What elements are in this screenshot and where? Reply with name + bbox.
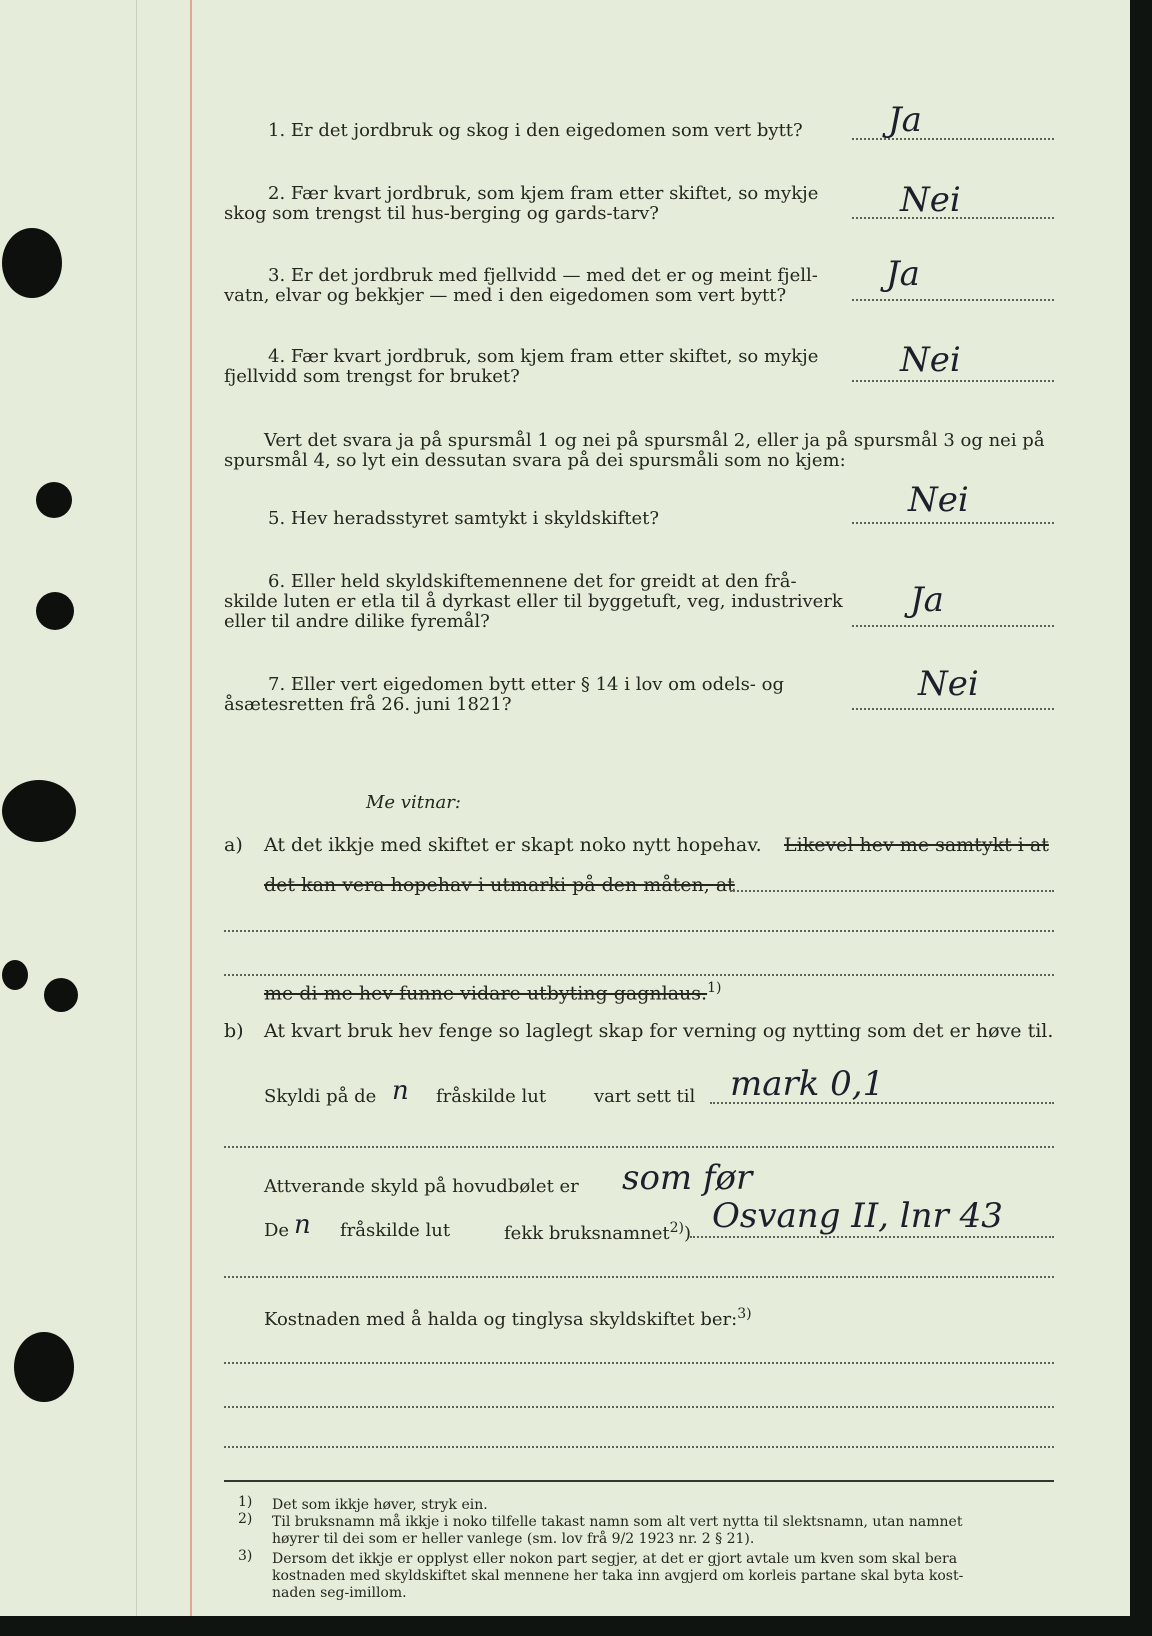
question-5-text: 5. Hev heradsstyret samtykt i skyldskiftet? [268, 508, 660, 529]
witness-b-text: At kvart bruk hev fenge so laglegt skap for verning og nytting som det er høve til. [264, 1020, 1054, 1042]
bruksnamn-label-a: De [264, 1220, 290, 1241]
bruksnamn-label-c: fekk bruksnamnet [504, 1223, 670, 1244]
bruksnamn-label-b: fråskilde lut [340, 1220, 451, 1241]
witness-a-struck-3-row [264, 980, 721, 1004]
bruksnamn-line-2 [224, 1276, 1054, 1278]
attverande-value-handwritten: som før [622, 1158, 753, 1198]
question-4-line2: fjellvidd som trengst for bruket? [224, 366, 520, 387]
kostnad-line-1 [224, 1362, 1054, 1364]
kostnad-line-3 [224, 1446, 1054, 1448]
footnote-3-mark: 3) [238, 1548, 253, 1564]
witness-heading: Me vitnar: [366, 792, 461, 813]
margin-line [190, 0, 192, 1616]
answer-4-handwritten: Nei [900, 340, 961, 380]
footnote-3-line2: kostnaden med skyldskiftet skal mennene her taka inn avgjerd om korleis partane skal byta kost- [272, 1568, 964, 1584]
question-6-line1: 6. Eller held skyldskiftemennene det for greidt at den frå- [268, 571, 797, 592]
footnote-1-line1: Det som ikkje høver, stryk ein. [272, 1497, 488, 1513]
answer-line-7 [852, 708, 1054, 710]
question-3-line2: vatn, elvar og bekkjer — med i den eigedomen som vert bytt? [224, 285, 787, 306]
punch-hole [2, 780, 76, 842]
punch-hole [2, 960, 28, 990]
question-1-text: 1. Er det jordbruk og skog i den eigedomen som vert bytt? [268, 120, 803, 141]
question-6-line2: skilde luten er etla til å dyrkast eller til byggetuft, veg, industriverk [224, 591, 843, 612]
witness-a-label: a) [224, 834, 243, 856]
answer-line-5 [852, 522, 1054, 524]
answer-line-1 [852, 138, 1054, 140]
skyld-label-a: Skyldi på de [264, 1086, 377, 1107]
footnote-ref-2: 2) [669, 1220, 684, 1236]
question-3-line1: 3. Er det jordbruk med fjellvidd — med det er og meint fjell- [268, 265, 818, 286]
witness-a-struck-2: det kan vera hopehav i utmarki på den måten, at [264, 874, 735, 896]
attverande-label: Attverande skyld på hovudbølet er [264, 1176, 579, 1197]
punch-hole [36, 592, 74, 630]
footnote-separator [224, 1480, 1054, 1482]
witness-line-3 [224, 974, 1054, 976]
answer-7-handwritten: Nei [918, 664, 979, 704]
skyld-value-handwritten: mark 0,1 [730, 1064, 885, 1104]
answer-2-handwritten: Nei [900, 180, 961, 220]
punch-hole [36, 482, 72, 518]
question-4-line1: 4. Fær kvart jordbruk, som kjem fram etter skiftet, so mykje [268, 346, 819, 367]
answer-5-handwritten: Nei [908, 480, 969, 520]
punch-hole [44, 978, 78, 1012]
fold-line [136, 0, 137, 1616]
bruksnamn-line [690, 1236, 1054, 1238]
question-7-line1: 7. Eller vert eigedomen bytt etter § 14 i lov om odels- og [268, 674, 784, 695]
answer-line-6 [852, 625, 1054, 627]
witness-a-text: At det ikkje med skiftet er skapt noko nytt hopehav. [264, 834, 762, 856]
intro-line2: spursmål 4, so lyt ein dessutan svara på dei spursmåli som no kjem: [224, 450, 846, 471]
footnote-ref-1: 1) [707, 980, 722, 996]
answer-1-handwritten: Ja [888, 100, 922, 140]
answer-3-handwritten: Ja [886, 254, 920, 294]
skyld-hw-n: n [392, 1076, 409, 1106]
footnote-ref-3: 3) [737, 1306, 752, 1322]
question-2-line2: skog som trengst til hus-berging og gards-tarv? [224, 203, 659, 224]
answer-line-3 [852, 299, 1054, 301]
bruksnamn-close-paren: ) [683, 1223, 691, 1244]
skyld-label-b: fråskilde lut [436, 1086, 547, 1107]
punch-hole [14, 1332, 74, 1402]
witness-a-struck-3: me di me hev funne vidare utbyting gagnlaus. [264, 982, 708, 1005]
kostnad-label: Kostnaden med å halda og tinglysa skyldskiftet ber: [264, 1309, 738, 1330]
answer-line-4 [852, 380, 1054, 382]
skyld-line-2 [224, 1146, 1054, 1148]
question-7-line2: åsætesretten frå 26. juni 1821? [224, 694, 512, 715]
punch-hole [2, 228, 62, 298]
answer-6-handwritten: Ja [910, 580, 944, 620]
footnote-1-mark: 1) [238, 1494, 253, 1510]
witness-line-2 [224, 930, 1054, 932]
bruksnamn-label-c-row [504, 1220, 691, 1244]
bruksnamn-value-handwritten: Osvang II, lnr 43 [712, 1196, 1003, 1236]
witness-b-label: b) [224, 1020, 244, 1042]
kostnad-line-2 [224, 1406, 1054, 1408]
footnote-3-line1: Dersom det ikkje er opplyst eller nokon part segjer, at det er gjort avtale um kven som skal bera [272, 1551, 958, 1567]
kostnad-label-row [264, 1306, 752, 1330]
skyld-label-c: vart sett til [594, 1086, 696, 1107]
question-2-line1: 2. Fær kvart jordbruk, som kjem fram etter skiftet, so mykje [268, 183, 819, 204]
footnote-2-line1: Til bruksnamn må ikkje i noko tilfelle takast namn som alt vert nytta til slektsnamn, utan namnet [272, 1514, 963, 1530]
question-6-line3: eller til andre dilike fyremål? [224, 611, 490, 632]
witness-a-struck-1: Likevel hev me samtykt i at [784, 834, 1049, 856]
witness-line-1 [730, 890, 1054, 892]
footnote-3-line3: naden seg-imillom. [272, 1585, 407, 1601]
bruksnamn-hw-n: n [294, 1210, 311, 1240]
footnote-2-mark: 2) [238, 1511, 253, 1527]
intro-line1: Vert det svara ja på spursmål 1 og nei på spursmål 2, eller ja på spursmål 3 og nei på [264, 430, 1045, 451]
footnote-2-line2: høyrer til dei som er heller vanlege (sm. lov frå 9/2 1923 nr. 2 § 21). [272, 1531, 755, 1547]
